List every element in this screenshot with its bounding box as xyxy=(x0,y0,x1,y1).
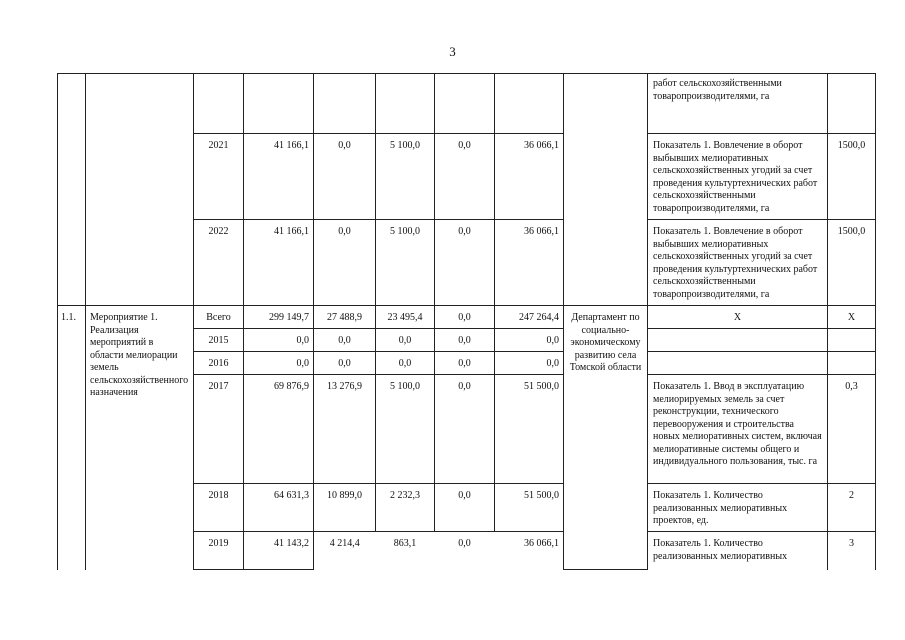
cell-total: 0,0 xyxy=(244,352,314,375)
cell-year: 2019 xyxy=(194,532,244,570)
cell-target: Х xyxy=(828,306,876,329)
cell-value: 51 500,0 xyxy=(495,375,564,484)
cell-year: 2016 xyxy=(194,352,244,375)
cell-event-name xyxy=(86,74,194,306)
cell-indicator xyxy=(648,329,828,352)
cell-event-number: 1.1. xyxy=(58,306,86,570)
cell-value: 0,0 xyxy=(376,352,435,375)
cell-value: 36 066,1 xyxy=(495,220,564,306)
cell-total: 41 166,1 xyxy=(244,134,314,220)
cell-total xyxy=(244,74,314,134)
cell-indicator: Показатель 1. Количество реализованных мелиоративных проектов, ед. xyxy=(648,484,828,532)
table-row xyxy=(58,74,876,134)
program-table xyxy=(57,73,876,570)
cell-event-name: Мероприятие 1. Реализация мероприятий в области мелиорации земель сельскохозяйственного назначения xyxy=(86,306,194,570)
cell-indicator: Показатель 1. Вовлечение в оборот выбывших мелиоративных сельскохозяйственных угодий за счет проведения культуртехнических работ сельскохозяйственными товаропроизводителями, га xyxy=(648,134,828,220)
cell-value xyxy=(435,74,495,134)
cell-value: 0,0 xyxy=(435,375,495,484)
cell-target: 1500,0 xyxy=(828,220,876,306)
cell-value: 0,0 xyxy=(435,532,495,570)
cell-value: 5 100,0 xyxy=(376,134,435,220)
cell-indicator xyxy=(648,352,828,375)
cell-target xyxy=(828,74,876,134)
cell-value: 0,0 xyxy=(435,352,495,375)
cell-target xyxy=(828,352,876,375)
cell-year: 2021 xyxy=(194,134,244,220)
cell-total: 64 631,3 xyxy=(244,484,314,532)
cell-value: 36 066,1 xyxy=(495,532,564,570)
cell-value: 5 100,0 xyxy=(376,220,435,306)
cell-target: 0,3 xyxy=(828,375,876,484)
cell-total: 299 149,7 xyxy=(244,306,314,329)
cell-executor: Департамент по социально-экономическому развитию села Томской области xyxy=(564,306,648,570)
cell-value: 0,0 xyxy=(314,329,376,352)
cell-year: 2017 xyxy=(194,375,244,484)
cell-value: 0,0 xyxy=(435,329,495,352)
cell-year: 2015 xyxy=(194,329,244,352)
cell-executor xyxy=(564,74,648,306)
cell-value: 0,0 xyxy=(314,352,376,375)
cell-value: 0,0 xyxy=(314,134,376,220)
cell-indicator: Х xyxy=(648,306,828,329)
cell-value: 0,0 xyxy=(435,220,495,306)
cell-total: 41 166,1 xyxy=(244,220,314,306)
cell-value: 23 495,4 xyxy=(376,306,435,329)
cell-year: 2018 xyxy=(194,484,244,532)
cell-target: 1500,0 xyxy=(828,134,876,220)
cell-value xyxy=(376,74,435,134)
table-row xyxy=(58,306,876,329)
cell-value: 27 488,9 xyxy=(314,306,376,329)
cell-value: 0,0 xyxy=(435,134,495,220)
cell-target xyxy=(828,329,876,352)
cell-value: 5 100,0 xyxy=(376,375,435,484)
cell-total: 69 876,9 xyxy=(244,375,314,484)
cell-target: 3 xyxy=(828,532,876,570)
cell-value: 2 232,3 xyxy=(376,484,435,532)
cell-value: 863,1 xyxy=(376,532,435,570)
cell-value: 36 066,1 xyxy=(495,134,564,220)
cell-indicator: Показатель 1. Вовлечение в оборот выбывших мелиоративных сельскохозяйственных угодий за счет проведения культуртехнических работ сельскохозяйственными товаропроизводителями, га xyxy=(648,220,828,306)
cell-indicator: работ сельскохозяйственными товаропроизводителями, га xyxy=(648,74,828,134)
cell-total: 41 143,2 xyxy=(244,532,314,570)
cell-total: 0,0 xyxy=(244,329,314,352)
page-number: 3 xyxy=(449,44,456,59)
cell-value: 0,0 xyxy=(314,220,376,306)
cell-indicator: Показатель 1. Ввод в эксплуатацию мелиорируемых земель за счет реконструкции, технического перевооружения и строительства новых мелиоративных систем, включая мелиоративные системы общего и индивидуального пользования, тыс. га xyxy=(648,375,828,484)
cell-value: 0,0 xyxy=(495,352,564,375)
cell-number xyxy=(58,74,86,306)
cell-value: 0,0 xyxy=(495,329,564,352)
cell-value: 4 214,4 xyxy=(314,532,376,570)
cell-year xyxy=(194,74,244,134)
cell-year: 2022 xyxy=(194,220,244,306)
cell-value: 51 500,0 xyxy=(495,484,564,532)
cell-indicator: Показатель 1. Количество реализованных мелиоративных xyxy=(648,532,828,570)
cell-year: Всего xyxy=(194,306,244,329)
cell-value: 13 276,9 xyxy=(314,375,376,484)
cell-value: 0,0 xyxy=(376,329,435,352)
cell-value: 0,0 xyxy=(435,306,495,329)
cell-target: 2 xyxy=(828,484,876,532)
cell-value: 247 264,4 xyxy=(495,306,564,329)
cell-value: 10 899,0 xyxy=(314,484,376,532)
cell-value xyxy=(314,74,376,134)
cell-value: 0,0 xyxy=(435,484,495,532)
cell-value xyxy=(495,74,564,134)
